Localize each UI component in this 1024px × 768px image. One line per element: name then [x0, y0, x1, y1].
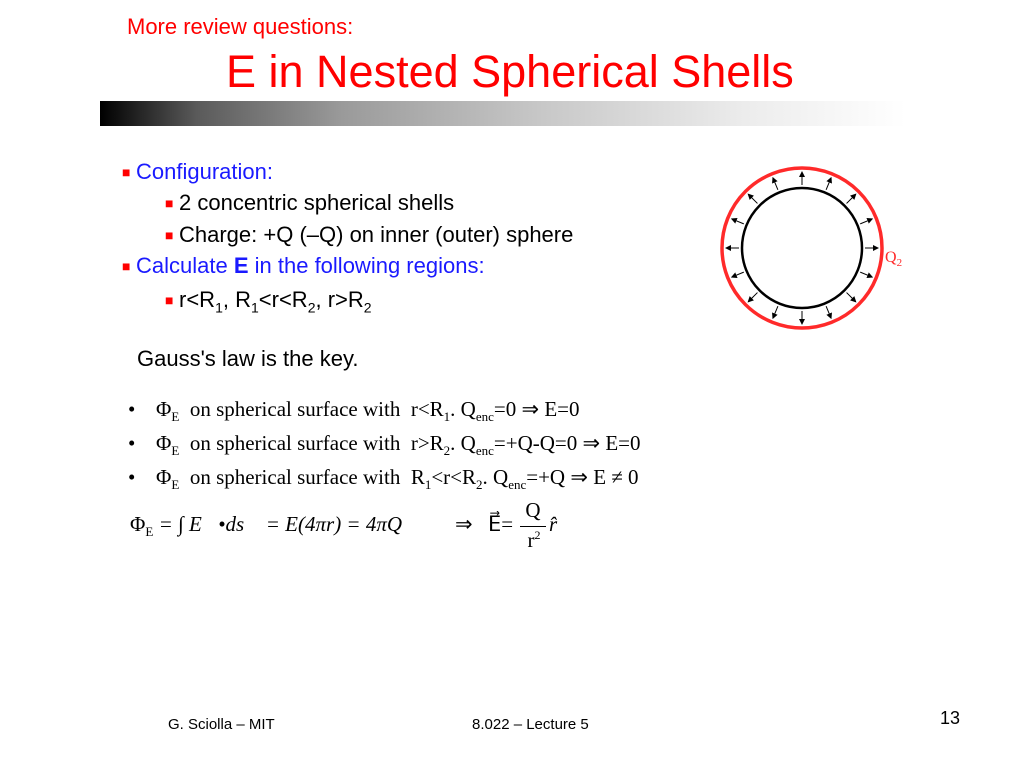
footer-author: G. Sciolla – MIT: [168, 716, 275, 733]
field-arrow: [732, 272, 744, 277]
implies-symbol: ⇒: [455, 512, 473, 536]
field-arrow: [773, 306, 778, 318]
outer-shell: [722, 168, 882, 328]
field-arrow: [860, 272, 872, 277]
page-number: 13: [940, 708, 961, 728]
field-arrow: [732, 219, 744, 224]
fraction-numerator: Q: [525, 498, 541, 522]
title-gradient-bar: [100, 101, 906, 126]
footer-lecture: 8.022 – Lecture 5: [472, 716, 589, 733]
bullet-configuration: ■ Configuration:: [122, 159, 273, 184]
field-arrow: [748, 293, 757, 302]
gauss-equation: $\Phi_E$ = ∫ E⃗•ds⃗ = E(4πr) = 4πQ: [130, 512, 403, 540]
field-arrow: [826, 178, 831, 190]
bullet-charge: ■ Charge: +Q (–Q) on inner (outer) sphere: [165, 222, 574, 247]
field-arrow: [847, 194, 856, 203]
slide-title: E in Nested Spherical Shells: [226, 46, 794, 97]
outer-shell-label: $Q_2$: [885, 249, 903, 269]
gauss-law-note: Gauss's law is the key.: [137, 346, 359, 371]
fraction-denominator: $r^2$: [527, 528, 541, 552]
field-arrow: [860, 219, 872, 224]
bullet-square-icon: ■: [165, 227, 174, 243]
field-arrow: [773, 178, 778, 190]
field-arrow: [826, 306, 831, 318]
bullet-calculate: ■ Calculate E in the following regions:: [122, 253, 485, 278]
bullet-dot-icon: •: [128, 397, 136, 421]
efield-lhs: E⃗=: [488, 512, 514, 536]
fraction-bar: [520, 526, 546, 527]
field-arrows: [726, 172, 878, 324]
bullet-regions: ■ $r<R_1$, $R_1<r<R_2$, $r>R_2$: [165, 287, 372, 316]
bullet-square-icon: ■: [165, 292, 174, 308]
formula-line-1: • $\Phi_E$ on spherical surface with $r<R_1$. $Q_{enc}=0$ ⇒ E=0: [128, 397, 580, 425]
bullet-square-icon: ■: [122, 164, 131, 180]
bullet-dot-icon: •: [128, 431, 136, 455]
inner-shell: [742, 188, 862, 308]
nested-shells-diagram: [712, 160, 912, 335]
formula-line-3: • $\Phi_E$ on spherical surface with $R_1<r<R_2$. $Q_{enc}=+Q$ ⇒ E ≠ 0: [128, 465, 639, 493]
slide-subtitle: More review questions:: [127, 14, 354, 39]
field-arrow: [847, 293, 856, 302]
bullet-concentric-shells: ■ 2 concentric spherical shells: [165, 190, 455, 215]
bullet-square-icon: ■: [122, 258, 131, 274]
bullet-square-icon: ■: [165, 195, 174, 211]
r-hat: r̂: [549, 512, 558, 536]
formula-line-2: • $\Phi_E$ on spherical surface with $r>R_2$. $Q_{enc}=+Q-Q=0$ ⇒ E=0: [128, 431, 641, 459]
field-arrow: [748, 194, 757, 203]
bullet-dot-icon: •: [128, 465, 136, 489]
